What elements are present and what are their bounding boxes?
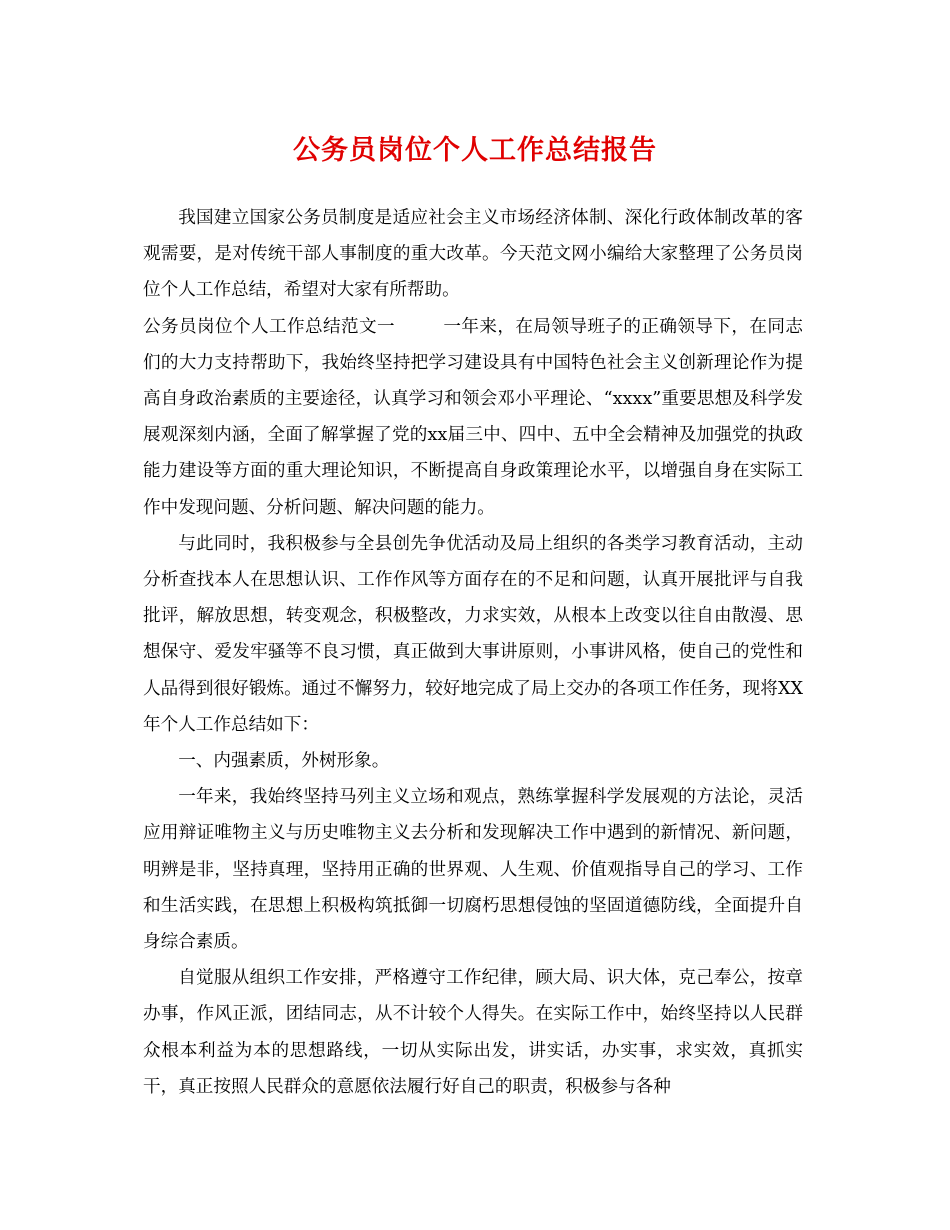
- page-title: 公务员岗位个人工作总结报告: [293, 135, 657, 166]
- intro-paragraph: 我国建立国家公务员制度是适应社会主义市场经济体制、深化行政体制改革的客观需要，是对传统干部人事制度的重大改革。今天范文网小编给大家整理了公务员岗位个人工作总结，希望对大家有所帮助。: [143, 208, 803, 301]
- document-body: [143, 200, 803, 1105]
- paragraph-self-criticism: 与此同时，我积极参与全县创先争优活动及局上组织的各类学习教育活动，主动分析查找本人在思想认识、工作作风等方面存在的不足和问题，认真开展批评与自我批评，解放思想，转变观念，积极整改，力求实效，从根本上改变以往自由散漫、思想保守、爱发牢骚等不良习惯，真正做到大事讲原则，小事讲风格，使自己的党性和人品得到很好锻炼。通过不懈努力，较好地完成了局上交办的各项工作任务，现将XX年个人工作总结如下：: [143, 533, 803, 735]
- section-first-paragraph-text: 一年来，在局领导班子的正确领导下，在同志们的大力支持帮助下，我始终坚持把学习建设具有中国特色社会主义创新理论作为提高自身政治素质的主要途径，认真学习和领会邓小平理论、“xxxx”重要思想及科学发展观深刻内涵，全面了解掌握了党的xx届三中、四中、五中全会精神及加强党的执政能力建设等方面的重大理论知识，不断提高自身政策理论水平，以增强自身在实际工作中发现问题、分析问题、解决问题的能力。: [143, 316, 803, 518]
- paragraph-marxism: 一年来，我始终坚持马列主义立场和观点，熟练掌握科学发展观的方法论，灵活应用辩证唯物主义与历史唯物主义去分析和发现解决工作中遇到的新情况、新问题，明辨是非，坚持真理，坚持用正确的世界观、人生观、价值观指导自己的学习、工作和生活实践，在思想上积极构筑抵御一切腐朽思想侵蚀的坚固道德防线，全面提升自身综合素质。: [143, 787, 803, 953]
- section-first-paragraph: [143, 309, 803, 526]
- section-label: 公务员岗位个人工作总结范文一: [143, 316, 395, 337]
- section-heading-1: 一、内强素质，外树形象。: [178, 751, 390, 772]
- paragraph-discipline: 自觉服从组织工作安排，严格遵守工作纪律，顾大局、识大体，克己奉公，按章办事，作风正派，团结同志，从不计较个人得失。在实际工作中，始终坚持以人民群众根本利益为本的思想路线，一切从实际出发，讲实话，办实事，求实效，真抓实干，真正按照人民群众的意愿依法履行好自己的职责，积极参与各种: [143, 968, 803, 1097]
